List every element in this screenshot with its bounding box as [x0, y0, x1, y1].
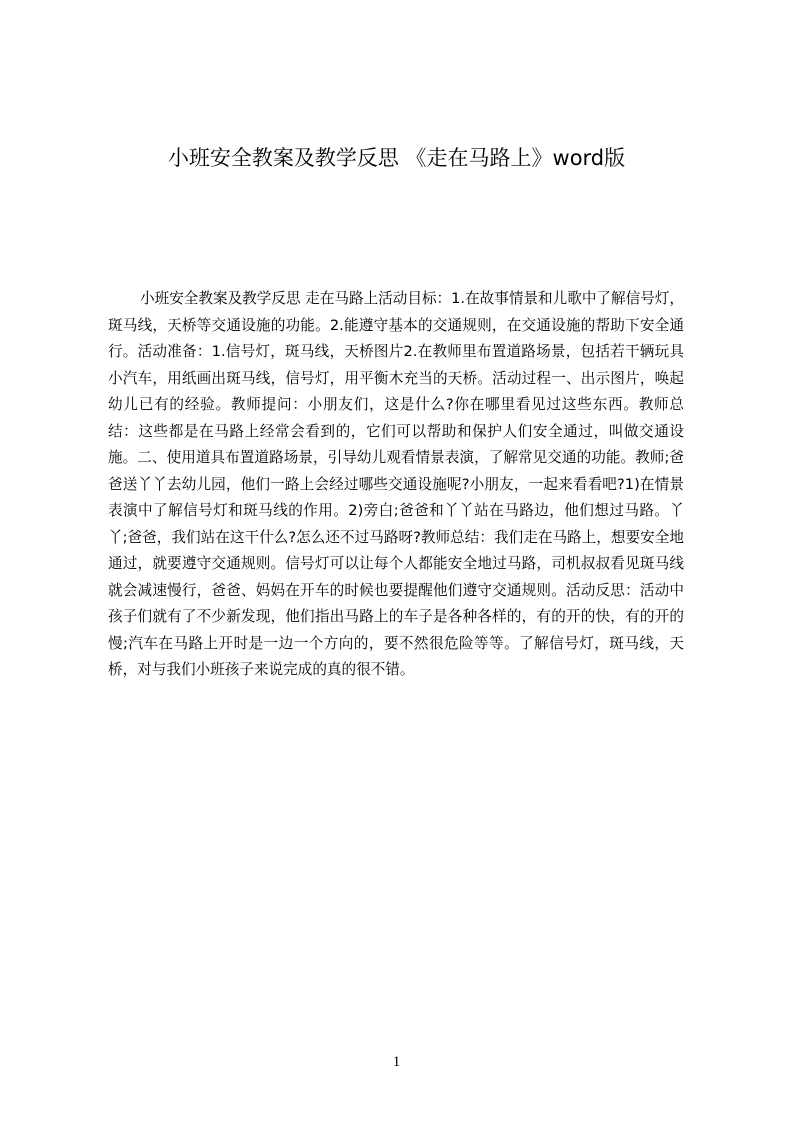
document-title: 小班安全教案及教学反思 《走在马路上》word版 — [167, 146, 626, 170]
page-number: 1 — [392, 1054, 401, 1070]
document-body-paragraph: 小班安全教案及教学反思 走在马路上活动目标：1.在故事情景和儿歌中了解信号灯，斑马线，天桥等交通设施的功能。2.能遵守基本的交通规则，在交通设施的帮助下安全通行。活动准备：1.信号灯，斑马线，天桥图片2.在教师里布置道路场景，包括若干辆玩具小汽车，用纸画出斑马线，信号灯，用平衡木充当的天桥。活动过程一、出示图片，唤起幼儿已有的经验。教师提问：小朋友们，这是什么?你在哪里看见过这些东西。教师总结：这些都是在马路上经常会看到的，它们可以帮助和保护人们安全通过，叫做交通设施。二、使用道具布置道路场景，引导幼儿观看情景表演，了解常见交通的功能。教师;爸爸送丫丫去幼儿园，他们一路上会经过哪些交通设施呢?小朋友，一起来看看吧?1)在情景表演中了解信号灯和斑马线的作用。2)旁白;爸爸和丫丫站在马路边，他们想过马路。丫丫;爸爸，我们站在这干什么?怎么还不过马路呀?教师总结：我们走在马路上，想要安全地通过，就要遵守交通规则。信号灯可以让每个人都能安全地过马路，司机叔叔看见斑马线就会减速慢行，爸爸、妈妈在开车的时候也要提醒他们遵守交通规则。活动反思：活动中孩子们就有了不少新发现，他们指出马路上的车子是各种各样的，有的开的快，有的开的慢;汽车在马路上开时是一边一个方向的，要不然很危险等等。了解信号灯，斑马线，天桥，对与我们小班孩子来说完成的真的很不错。 — [108, 290, 684, 678]
